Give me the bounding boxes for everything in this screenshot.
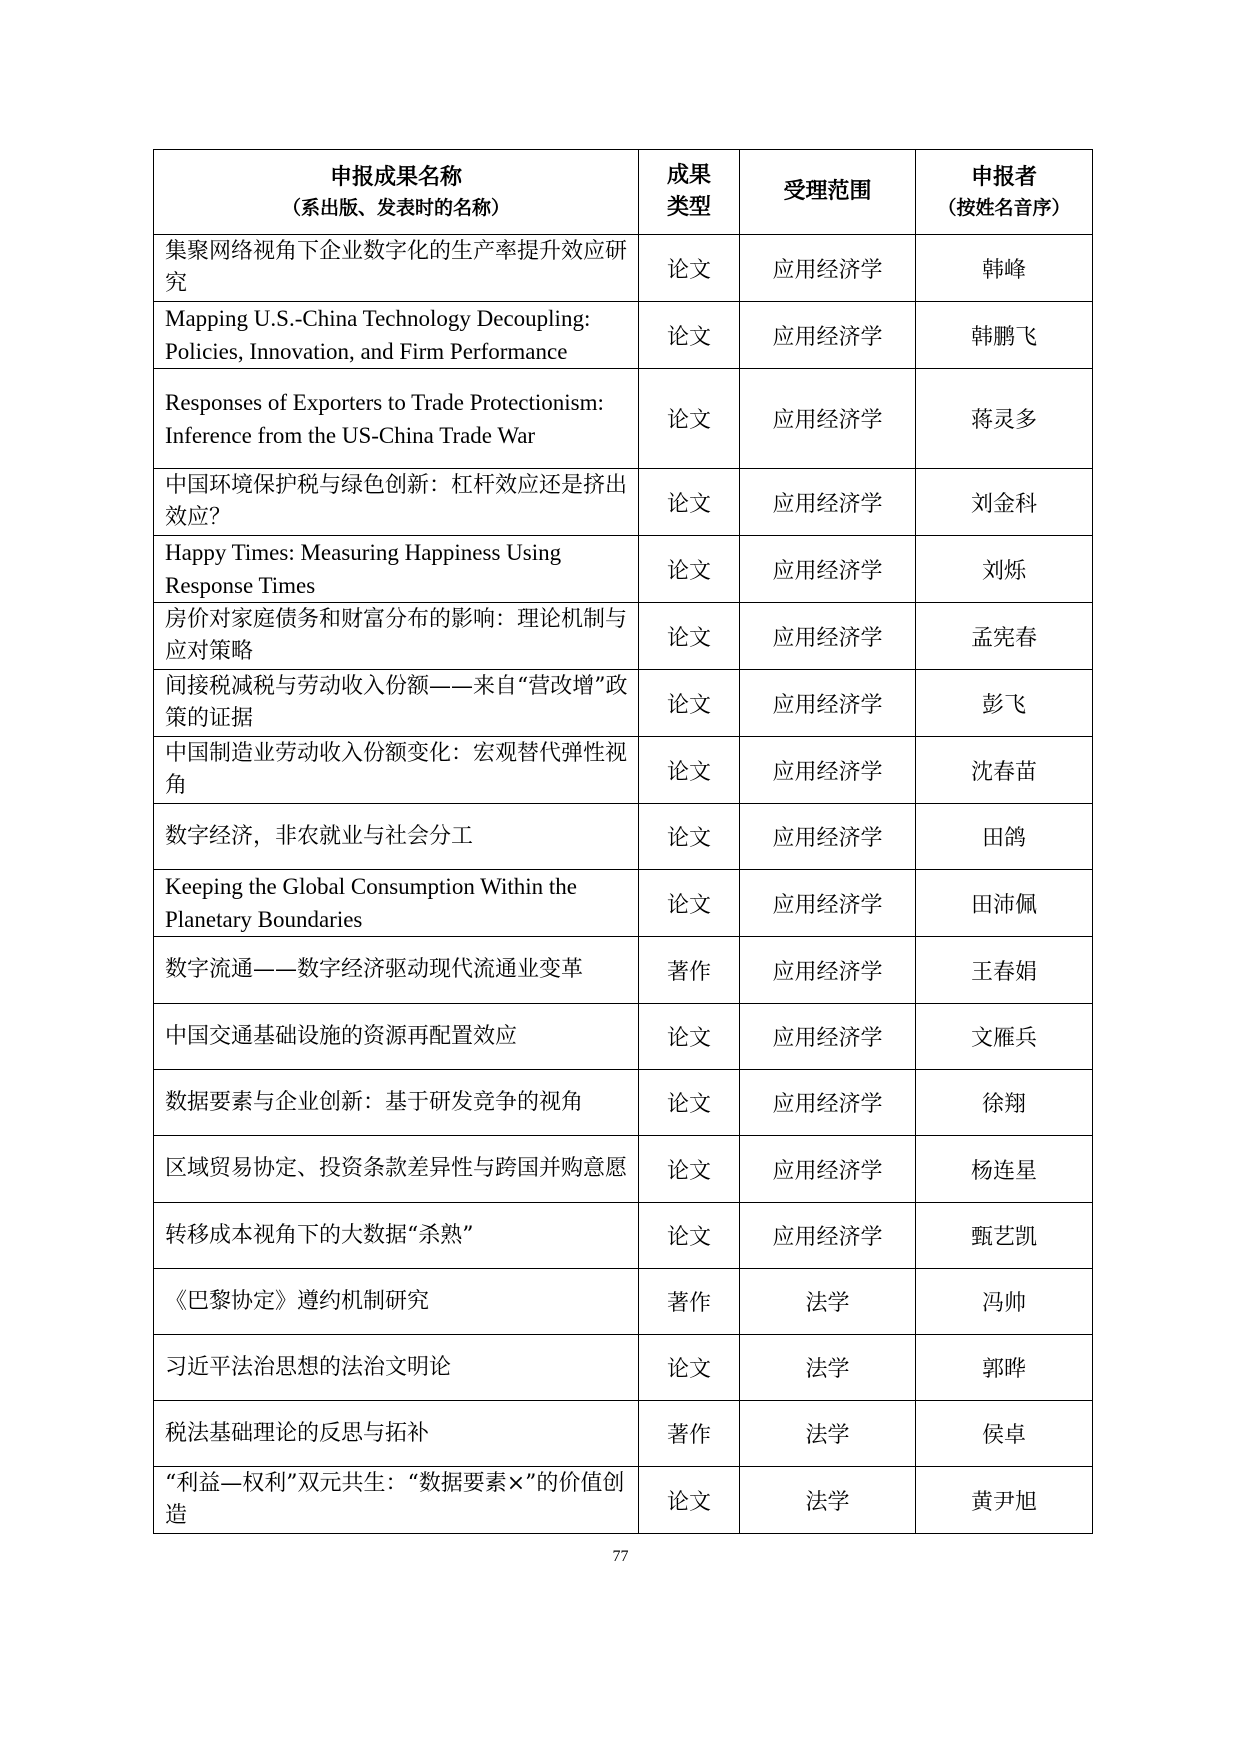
row-scope: 应用经济学 bbox=[740, 1136, 916, 1203]
row-author: 文雁兵 bbox=[916, 1004, 1093, 1070]
header-scope-label: 受理范围 bbox=[783, 179, 872, 204]
row-author: 冯帅 bbox=[916, 1269, 1093, 1335]
row-author: 韩峰 bbox=[916, 235, 1093, 302]
header-type bbox=[639, 150, 740, 235]
row-title: 《巴黎协定》遵约机制研究 bbox=[154, 1269, 639, 1335]
row-author: 侯卓 bbox=[916, 1401, 1093, 1467]
row-author: 王春娟 bbox=[916, 937, 1093, 1004]
row-title: 间接税减税与劳动收入份额——来自“营改增”政策的证据 bbox=[154, 670, 639, 737]
row-type: 论文 bbox=[639, 670, 740, 737]
row-author: 孟宪春 bbox=[916, 603, 1093, 670]
row-title: 中国交通基础设施的资源再配置效应 bbox=[154, 1004, 639, 1070]
row-title: 数字流通——数字经济驱动现代流通业变革 bbox=[154, 937, 639, 1004]
table-row bbox=[154, 536, 1093, 603]
row-title: 集聚网络视角下企业数字化的生产率提升效应研究 bbox=[154, 235, 639, 302]
header-author-sub: （按姓名音序） bbox=[937, 197, 1071, 219]
row-title: 房价对家庭债务和财富分布的影响：理论机制与应对策略 bbox=[154, 603, 639, 670]
row-type: 著作 bbox=[639, 1269, 740, 1335]
row-scope: 应用经济学 bbox=[740, 670, 916, 737]
row-scope: 应用经济学 bbox=[740, 737, 916, 804]
row-title: 转移成本视角下的大数据“杀熟” bbox=[154, 1203, 639, 1269]
row-type: 著作 bbox=[639, 1401, 740, 1467]
row-author: 韩鹏飞 bbox=[916, 302, 1093, 369]
header-title-sub: （系出版、发表时的名称） bbox=[281, 197, 510, 219]
table-row bbox=[154, 870, 1093, 937]
row-title: 税法基础理论的反思与拓补 bbox=[154, 1401, 639, 1467]
row-scope: 法学 bbox=[740, 1269, 916, 1335]
header-author bbox=[916, 150, 1093, 235]
row-scope: 应用经济学 bbox=[740, 235, 916, 302]
row-title: Responses of Exporters to Trade Protectionism: Inference from the US-China Trade War bbox=[154, 369, 639, 469]
header-title bbox=[154, 150, 639, 235]
row-type: 论文 bbox=[639, 1335, 740, 1401]
row-author: 蒋灵多 bbox=[916, 369, 1093, 469]
row-title: 习近平法治思想的法治文明论 bbox=[154, 1335, 639, 1401]
row-scope: 法学 bbox=[740, 1467, 916, 1534]
table-row bbox=[154, 937, 1093, 1004]
row-type: 论文 bbox=[639, 870, 740, 937]
row-author: 郭晔 bbox=[916, 1335, 1093, 1401]
row-title: 区域贸易协定、投资条款差异性与跨国并购意愿 bbox=[154, 1136, 639, 1203]
header-row bbox=[154, 150, 1093, 235]
row-type: 论文 bbox=[639, 1136, 740, 1203]
row-author: 田沛佩 bbox=[916, 870, 1093, 937]
row-type: 论文 bbox=[639, 536, 740, 603]
row-type: 论文 bbox=[639, 1467, 740, 1534]
row-author: 甄艺凯 bbox=[916, 1203, 1093, 1269]
row-author: 彭飞 bbox=[916, 670, 1093, 737]
row-title: Happy Times: Measuring Happiness Using Response Times bbox=[154, 536, 639, 603]
row-scope: 应用经济学 bbox=[740, 1203, 916, 1269]
row-title: 中国制造业劳动收入份额变化：宏观替代弹性视角 bbox=[154, 737, 639, 804]
table-row bbox=[154, 603, 1093, 670]
row-title: “利益—权利”双元共生：“数据要素×”的价值创造 bbox=[154, 1467, 639, 1534]
table-row bbox=[154, 1070, 1093, 1136]
table-row bbox=[154, 1004, 1093, 1070]
row-type: 论文 bbox=[639, 737, 740, 804]
header-scope bbox=[740, 150, 916, 235]
row-author: 黄尹旭 bbox=[916, 1467, 1093, 1534]
row-title: 数据要素与企业创新：基于研发竞争的视角 bbox=[154, 1070, 639, 1136]
row-title: 数字经济，非农就业与社会分工 bbox=[154, 804, 639, 870]
row-scope: 应用经济学 bbox=[740, 603, 916, 670]
table-row bbox=[154, 737, 1093, 804]
table-row bbox=[154, 469, 1093, 536]
table-row bbox=[154, 369, 1093, 469]
row-scope: 应用经济学 bbox=[740, 536, 916, 603]
row-type: 论文 bbox=[639, 804, 740, 870]
row-scope: 应用经济学 bbox=[740, 870, 916, 937]
table-row bbox=[154, 670, 1093, 737]
row-scope: 应用经济学 bbox=[740, 302, 916, 369]
row-author: 沈春苗 bbox=[916, 737, 1093, 804]
row-scope: 应用经济学 bbox=[740, 937, 916, 1004]
row-type: 论文 bbox=[639, 469, 740, 536]
row-type: 论文 bbox=[639, 1070, 740, 1136]
row-scope: 法学 bbox=[740, 1401, 916, 1467]
table-row bbox=[154, 1203, 1093, 1269]
row-title: Keeping the Global Consumption Within the Planetary Boundaries bbox=[154, 870, 639, 937]
header-type-line2: 类型 bbox=[666, 195, 711, 220]
row-title: Mapping U.S.-China Technology Decoupling: Policies, Innovation, and Firm Performance bbox=[154, 302, 639, 369]
table-row bbox=[154, 1269, 1093, 1335]
row-author: 徐翔 bbox=[916, 1070, 1093, 1136]
header-title-main: 申报成果名称 bbox=[329, 165, 462, 190]
row-scope: 应用经济学 bbox=[740, 1070, 916, 1136]
table-row bbox=[154, 1136, 1093, 1203]
row-title: 中国环境保护税与绿色创新：杠杆效应还是挤出效应？ bbox=[154, 469, 639, 536]
row-scope: 应用经济学 bbox=[740, 1004, 916, 1070]
row-type: 论文 bbox=[639, 1203, 740, 1269]
row-scope: 法学 bbox=[740, 1335, 916, 1401]
row-type: 论文 bbox=[639, 603, 740, 670]
table-row bbox=[154, 804, 1093, 870]
row-author: 刘金科 bbox=[916, 469, 1093, 536]
header-author-main: 申报者 bbox=[970, 165, 1037, 190]
row-author: 刘烁 bbox=[916, 536, 1093, 603]
page-number: 77 bbox=[612, 1548, 629, 1565]
table-row bbox=[154, 1335, 1093, 1401]
row-type: 著作 bbox=[639, 937, 740, 1004]
row-type: 论文 bbox=[639, 302, 740, 369]
row-author: 杨连星 bbox=[916, 1136, 1093, 1203]
table-row bbox=[154, 302, 1093, 369]
row-type: 论文 bbox=[639, 1004, 740, 1070]
table-row bbox=[154, 1467, 1093, 1534]
row-type: 论文 bbox=[639, 369, 740, 469]
header-type-line1: 成果 bbox=[666, 163, 711, 188]
table-row bbox=[154, 1401, 1093, 1467]
table-row bbox=[154, 235, 1093, 302]
row-author: 田鸽 bbox=[916, 804, 1093, 870]
row-scope: 应用经济学 bbox=[740, 369, 916, 469]
results-table bbox=[153, 149, 1093, 1534]
row-type: 论文 bbox=[639, 235, 740, 302]
row-scope: 应用经济学 bbox=[740, 804, 916, 870]
row-scope: 应用经济学 bbox=[740, 469, 916, 536]
